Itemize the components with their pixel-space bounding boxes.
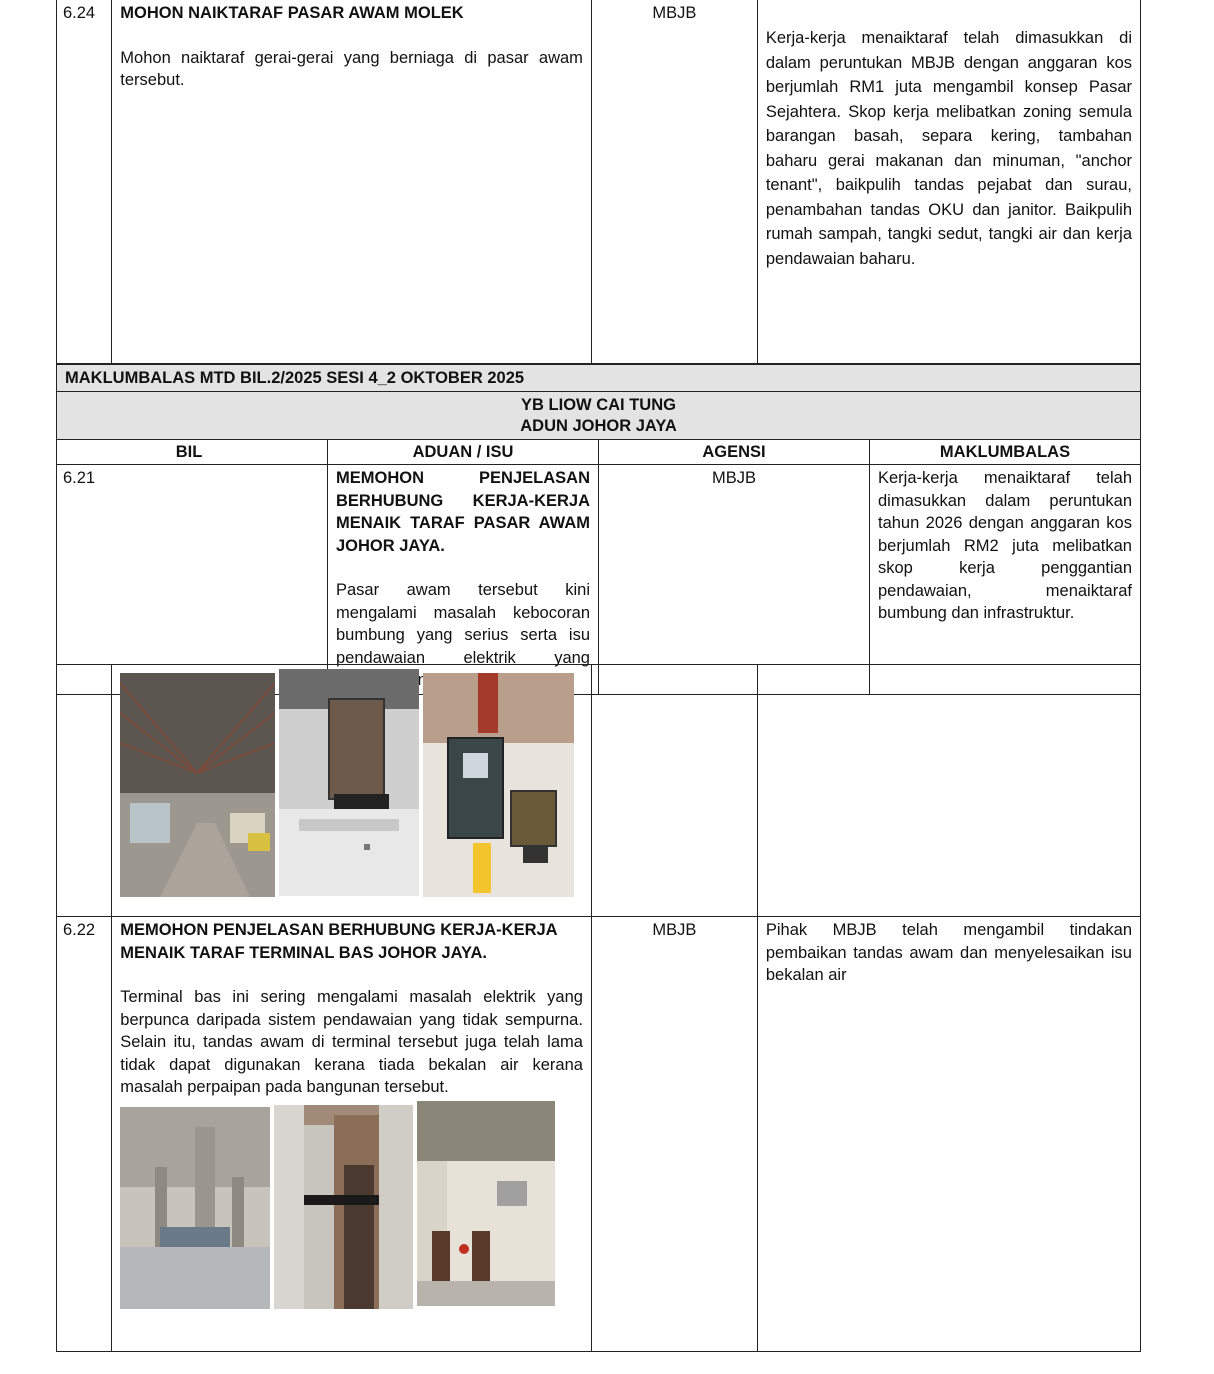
issue-title: MEMOHON PENJELASAN BERHUBUNG KERJA-KERJA MENAIK TARAF PASAR AWAM JOHOR JAYA. (336, 469, 590, 555)
response-cell: Kerja-kerja menaiktaraf telah dimasukkan di dalam peruntukan MBJB dengan anggaran kos berjumlah RM1 juta mengambil konsep Pasar Sejahtera. Skop kerja melibatkan zoning semula barangan basah, separa kering, tambahan baharu gerai makanan dan minuman, "anchor tenant", baikpulih tandas pejabat dan surau, penambahan tandas OKU dan janitor. Baikpulih rumah sampah, tangki sedut, tangki air dan kerja pendawaian baharu. (757, 0, 1140, 364)
response-table (56, 364, 1141, 695)
issue-cell (112, 917, 592, 1352)
person-row (57, 392, 1141, 440)
response-cell: Kerja-kerja menaiktaraf telah dimasukkan dalam peruntukan tahun 2026 dengan anggaran kos berjumlah RM2 juta melibatkan skop kerja penggantian pendawaian, menaiktaraf bumbung dan infrastruktur. (870, 465, 1141, 695)
issue-description: Terminal bas ini sering mengalami masalah elektrik yang berpunca daripada sistem pendawaian yang tidak sempurna. Selain itu, tandas awam di terminal tersebut juga telah lama tidak dapat digunakan kerana tiada bekalan air kerana masalah perpaipan pada bangunan tersebut. (120, 988, 583, 1096)
previous-item-table (56, 0, 1141, 364)
item-number: 6.24 (57, 0, 112, 364)
issue-description: Pasar awam tersebut kini mengalami masalah kebocoran bumbung yang serius serta isu pendawaian elektrik yang (336, 581, 590, 667)
photo-row (57, 665, 1141, 917)
issue-cell (112, 0, 592, 364)
terminal-photos (120, 1105, 583, 1309)
response-cell: Pihak MBJB telah mengambil tindakan pembaikan tandas awam dan menyelesaikan isu bekalan air (757, 917, 1140, 1352)
representative-cell (57, 392, 1141, 440)
item-number: 6.22 (57, 917, 112, 1352)
column-header-isu: ADUAN / ISU (328, 440, 599, 465)
table-row (57, 465, 1141, 695)
agency-cell: MBJB (591, 0, 757, 364)
title-row (57, 365, 1141, 392)
issue-description: Mohon naiktaraf gerai-gerai yang berniaga di pasar awam tersebut. (120, 48, 583, 89)
agency-cell: MBJB (599, 465, 870, 695)
constituency-name: ADUN JOHOR JAYA (520, 417, 677, 435)
terminal-walkway-photo (120, 1107, 270, 1309)
column-header-agensi: AGENSI (599, 440, 870, 465)
terminal-room-photo (417, 1101, 555, 1306)
market-photos (120, 669, 583, 897)
column-header-row (57, 440, 1141, 465)
photo-cell (112, 665, 592, 917)
item-number: 6.21 (57, 465, 328, 695)
table-row (57, 917, 1141, 1352)
electric-panel-photo (279, 669, 419, 896)
issue-title: MOHON NAIKTARAF PASAR AWAM MOLEK (120, 4, 464, 22)
table-row (57, 0, 1141, 364)
meter-box-photo (423, 673, 574, 897)
issue-cell (328, 465, 599, 695)
market-hall-photo (120, 673, 275, 897)
document-title: MAKLUMBALAS MTD BIL.2/2025 SESI 4_2 OKTOBER 2025 (57, 365, 1141, 392)
column-header-maklumbalas: MAKLUMBALAS (870, 440, 1141, 465)
representative-name: YB LIOW CAI TUNG (521, 396, 676, 414)
toilet-corridor-photo (274, 1105, 413, 1309)
issue-title: MEMOHON PENJELASAN BERHUBUNG KERJA-KERJA MENAIK TARAF TERMINAL BAS JOHOR JAYA. (120, 921, 557, 962)
agency-cell: MBJB (591, 917, 757, 1352)
column-header-bil: BIL (57, 440, 328, 465)
continuation-table (56, 664, 1141, 1352)
